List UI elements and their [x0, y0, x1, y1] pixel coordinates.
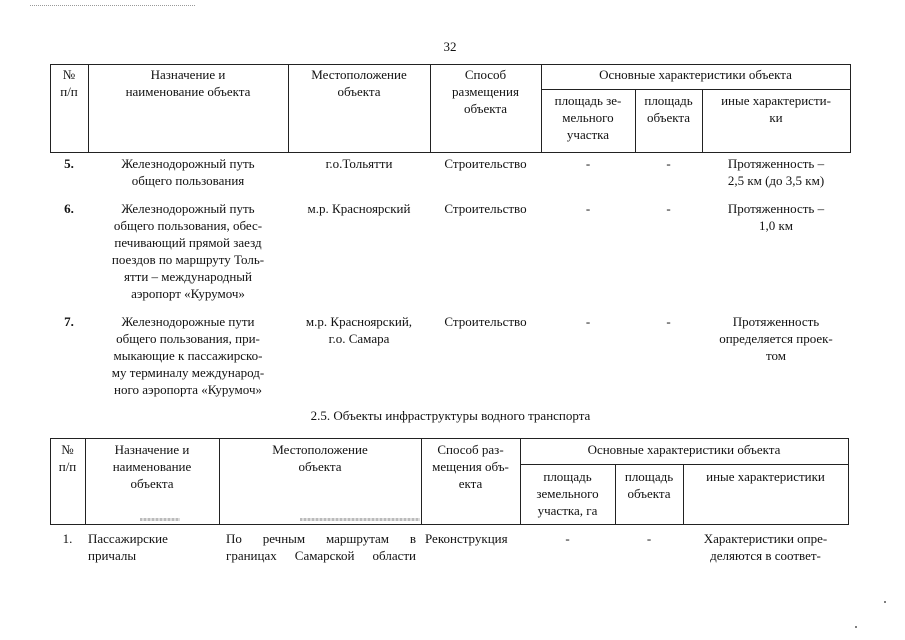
t2-header-method: Способ раз- мещения объ- екта	[432, 442, 509, 491]
t2-header-num: № п/п	[58, 442, 77, 474]
scan-speck	[855, 626, 857, 628]
other-characteristics: Характеристики опре- деляются в соответ-	[703, 531, 828, 563]
other-characteristics: Протяженность – 1,0 км	[727, 201, 825, 233]
t2-header-object-area: площадь объекта	[624, 469, 674, 501]
t2-header-other: иные характеристики	[706, 469, 825, 484]
scan-top-mark	[30, 0, 195, 6]
row-number: 7.	[64, 314, 74, 329]
t1-header-location: Местоположение объекта	[311, 67, 407, 99]
t2-header-characteristics: Основные характеристики объекта	[587, 442, 781, 457]
t1-header-method: Способ размещения объекта	[452, 67, 519, 116]
object-area: -	[666, 201, 671, 216]
scan-artifact	[140, 518, 180, 521]
land-area: -	[585, 314, 591, 329]
t2-header-location: Местоположение объекта	[272, 442, 368, 474]
object-location: м.р. Красноярский	[307, 201, 411, 216]
t1-header-characteristics: Основные характеристики объекта	[599, 67, 792, 82]
placement-method: Реконструкция	[425, 531, 508, 546]
page-number: 32	[443, 39, 457, 54]
object-name: Железнодорожный путь общего пользования	[121, 156, 255, 188]
object-area: -	[666, 156, 671, 171]
object-name: Железнодорожный путь общего пользования, обес- печивающий прямой заезд поездов по маршруту Толь- ятти – международный аэропорт «Курумоч»	[111, 201, 265, 301]
t1-header-name: Назначение и наименование объекта	[125, 67, 251, 99]
other-characteristics: Протяженность определяется проек- том	[719, 314, 833, 363]
row-number: 6.	[64, 201, 74, 216]
object-area: -	[646, 531, 652, 546]
t2-header-land-area: площадь земельного участка, га	[536, 469, 599, 518]
placement-method: Строительство	[444, 314, 527, 329]
land-area: -	[585, 201, 591, 216]
scan-speck	[884, 601, 886, 603]
row-number: 5.	[64, 156, 74, 171]
t1-header-object-area: площадь объекта	[644, 93, 693, 125]
row-number: 1.	[62, 531, 73, 546]
scan-artifact	[300, 518, 420, 521]
t2-header-name: Назначение и наименование объекта	[112, 442, 192, 491]
land-area: -	[585, 156, 591, 171]
object-name: Пассажирские причалы	[88, 531, 168, 563]
t1-header-land-area: площадь зе- мельного участка	[554, 93, 622, 142]
placement-method: Строительство	[444, 156, 527, 171]
placement-method: Строительство	[444, 201, 527, 216]
object-location: м.р. Красноярский, г.о. Самара	[305, 314, 413, 346]
land-area: -	[565, 531, 570, 546]
object-location: г.о.Тольятти	[325, 156, 393, 171]
object-name: Железнодорожные пути общего пользования, при- мыкающие к пассажирско- му терминалу международ- ного аэропорта «Курумоч»	[111, 314, 265, 397]
other-characteristics: Протяженность – 2,5 км (до 3,5 км)	[727, 156, 825, 188]
object-area: -	[666, 314, 671, 329]
object-location: По речным маршрутам в границах Самарской области	[226, 531, 416, 563]
section-title: 2.5. Объекты инфраструктуры водного транспорта	[310, 408, 591, 423]
t1-header-num: № п/п	[60, 67, 78, 99]
t1-header-other: иные характеристи- ки	[721, 93, 831, 125]
